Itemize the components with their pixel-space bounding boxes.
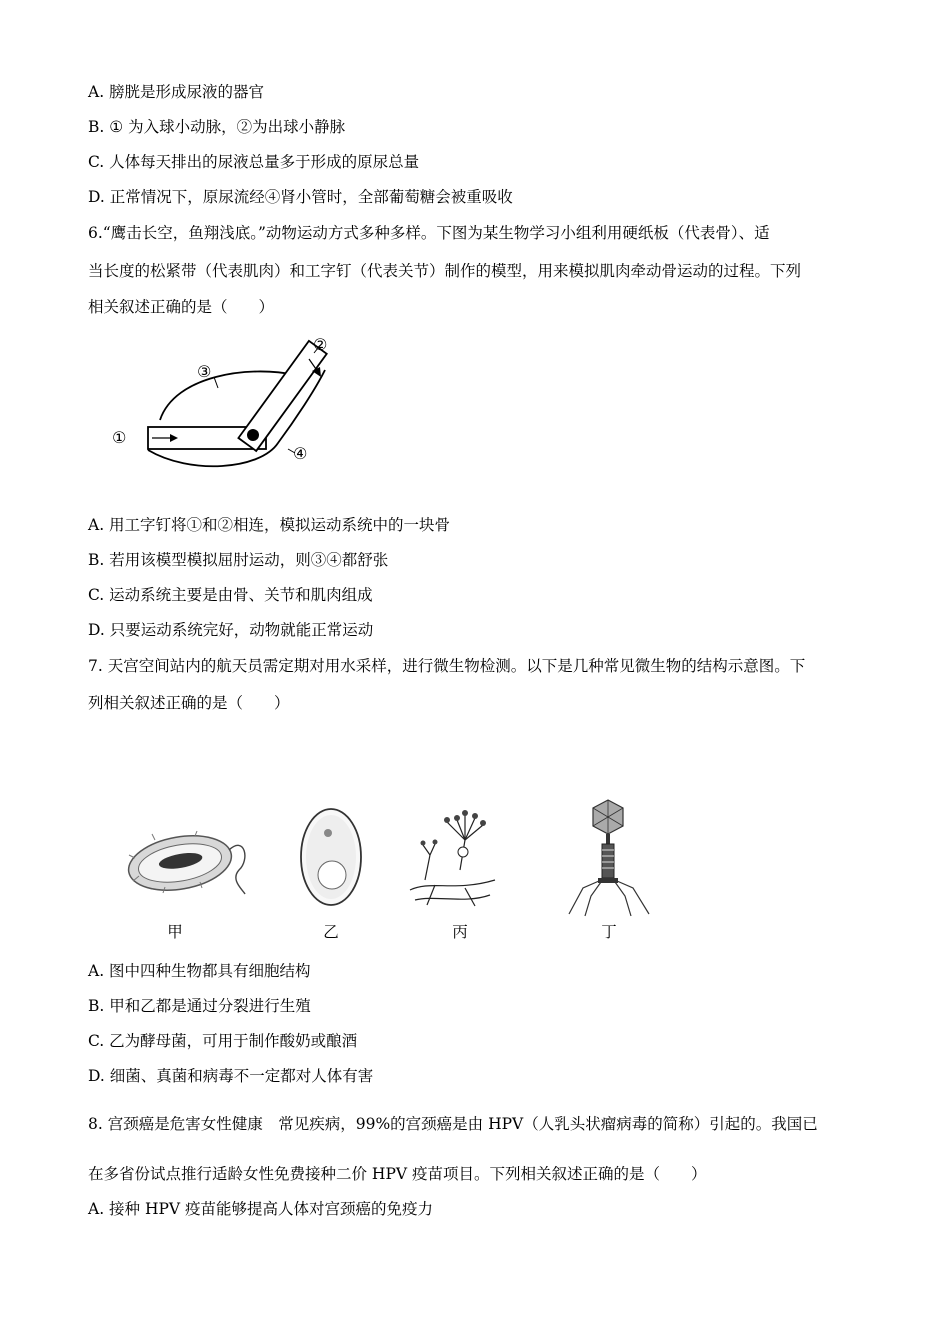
q8-stem-line-2: 在多省份试点推行适龄女性免费接种二价 HPV 疫苗项目。下列相关叙述正确的是（ ） — [88, 1165, 707, 1183]
q5-option-d: D. 正常情况下，原尿流经④肾小管时，全部葡萄糖会被重吸收 — [88, 188, 513, 206]
q7-option-a: A. 图中四种生物都具有细胞结构 — [88, 962, 311, 980]
q5-option-b: B. ① 为入球小动脉，②为出球小静脉 — [88, 118, 346, 136]
figure-label-3: ③ — [197, 362, 212, 381]
figure-label-4: ④ — [293, 444, 308, 463]
caption-jia: 甲 — [167, 923, 183, 941]
q6-option-d: D. 只要运动系统完好，动物就能正常运动 — [88, 621, 374, 639]
q7-option-c: C. 乙为酵母菌，可用于制作酸奶或酿酒 — [88, 1032, 358, 1050]
q6-stem-line-1: 6.“鹰击长空，鱼翔浅底。”动物运动方式多种多样。下图为某生物学习小组利用硬纸板（代表骨）、适 — [88, 224, 770, 242]
q7-stem-line-2: 列相关叙述正确的是（ ） — [88, 694, 290, 712]
q5-option-c: C. 人体每天排出的尿液总量多于形成的原尿总量 — [88, 153, 420, 171]
q8-option-a: A. 接种 HPV 疫苗能够提高人体对宫颈癌的免疫力 — [88, 1200, 434, 1218]
bacterium-figure — [125, 830, 255, 900]
q6-option-a: A. 用工字钉将①和②相连，模拟运动系统中的一块骨 — [88, 516, 451, 534]
mold-figure — [405, 800, 505, 910]
q5-option-a: A. 膀胱是形成尿液的器官 — [88, 83, 265, 101]
q8-stem-line-1: 8. 宫颈癌是危害女性健康 常见疾病，99%的宫颈癌是由 HPV（人乳头状瘤病毒的简称）引起的。我国已 — [88, 1115, 818, 1133]
q6-stem-line-2: 当长度的松紧带（代表肌肉）和工字钉（代表关节）制作的模型，用来模拟肌肉牵动骨运动的过程。下列 — [88, 262, 802, 280]
caption-bing: 丙 — [452, 923, 468, 941]
caption-ding: 丁 — [601, 923, 617, 941]
q7-option-d: D. 细菌、真菌和病毒不一定都对人体有害 — [88, 1067, 374, 1085]
caption-yi: 乙 — [323, 923, 339, 941]
joint-pin — [247, 429, 259, 441]
q7-option-b: B. 甲和乙都是通过分裂进行生殖 — [88, 997, 311, 1015]
figure-label-1: ① — [112, 428, 127, 447]
bone-muscle-model-figure — [100, 325, 360, 475]
yeast-figure — [298, 805, 368, 910]
q7-stem-line-1: 7. 天宫空间站内的航天员需定期对用水采样，进行微生物检测。以下是几种常见微生物的结构示意图。下 — [88, 657, 806, 675]
q6-stem-line-3: 相关叙述正确的是（ ） — [88, 298, 275, 316]
q6-option-b: B. 若用该模型模拟屈肘运动，则③④都舒张 — [88, 551, 389, 569]
figure-label-2: ② — [313, 335, 328, 354]
q6-option-c: C. 运动系统主要是由骨、关节和肌肉组成 — [88, 586, 373, 604]
bacteriophage-figure — [565, 798, 655, 918]
